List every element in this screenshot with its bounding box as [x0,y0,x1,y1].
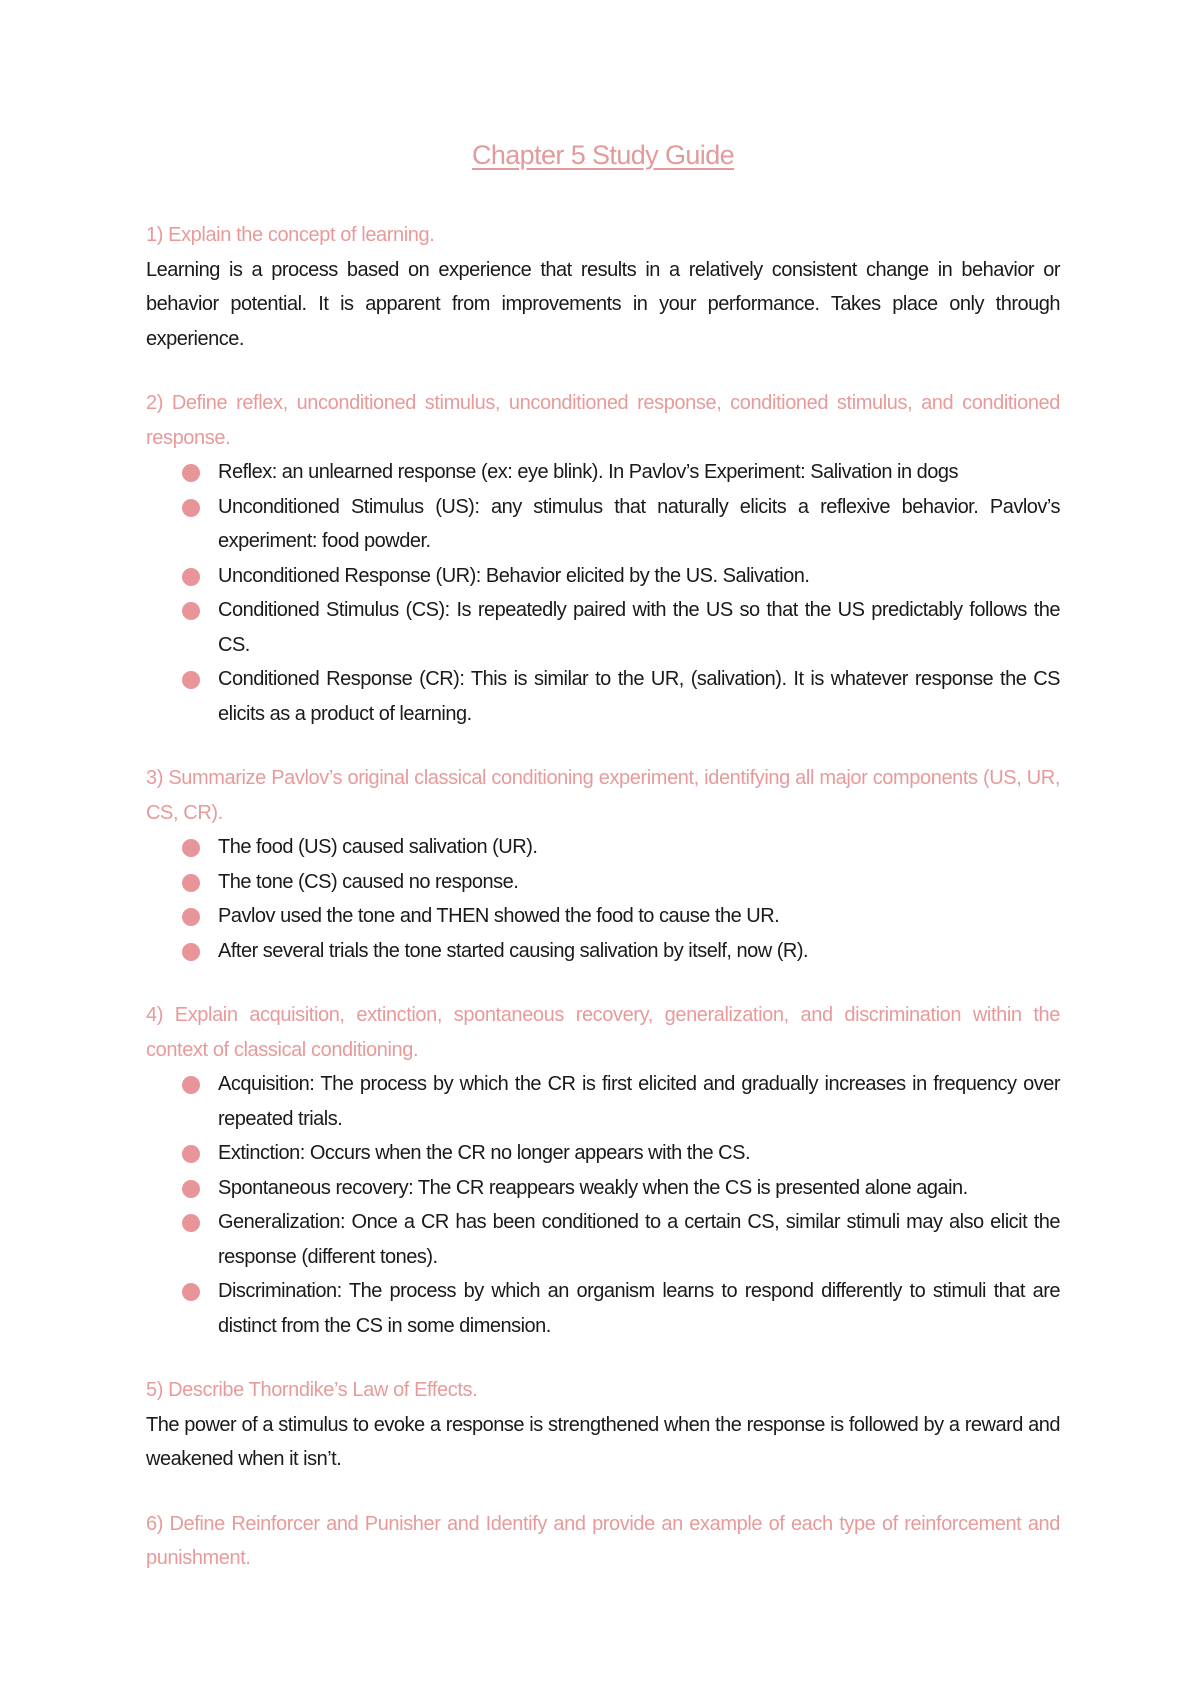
list-item-text: Acquisition: The process by which the CR is first elicited and gradually increases in frequency over repeated trials. [218,1073,1060,1130]
list-item-text: Pavlov used the tone and THEN showed the food to cause the UR. [218,905,780,927]
list-item-text: Generalization: Once a CR has been conditioned to a certain CS, similar stimuli may also elicit the response (different tones). [218,1211,1060,1268]
list-item [218,830,1060,865]
list-item [218,662,1060,731]
bullet-dot-icon [182,1180,200,1198]
question-5: 5) Describe Thorndike’s Law of Effects. [146,1379,478,1401]
bullet-dot-icon [182,943,200,961]
list-item [218,559,1060,594]
list-item-text: Spontaneous recovery: The CR reappears weakly when the CS is presented alone again. [218,1176,968,1199]
bullet-dot-icon [182,602,200,620]
list-item-text: Reflex: an unlearned response (ex: eye blink). In Pavlov’s Experiment: Salivation in dogs [218,461,959,483]
section-4 [146,998,1060,1343]
list-item [218,1171,1060,1206]
bullet-dot-icon [182,464,200,482]
bullet-dot-icon [182,1076,200,1094]
list-item-text: Conditioned Stimulus (CS): Is repeatedly paired with the US so that the US predictably follows the CS. [218,599,1060,656]
list-item-text: After several trials the tone started causing salivation by itself, now (R). [218,939,809,962]
answer-1: Learning is a process based on experience that results in a relatively consistent change in behavior or behavior potential. It is apparent from improvements in your performance. Takes place only through experience. [146,258,1060,350]
list-item [218,1136,1060,1171]
bullet-dot-icon [182,568,200,586]
list-item [218,899,1060,934]
question-1: 1) Explain the concept of learning. [146,224,435,246]
section-3 [146,761,1060,968]
list-item [218,1205,1060,1274]
list-item-text: The food (US) caused salivation (UR). [218,836,538,858]
bullet-list-3 [146,830,1060,968]
bullet-dot-icon [182,839,200,857]
list-item-text: Conditioned Response (CR): This is similar to the UR, (salivation). It is whatever response the CS elicits as a product of learning. [218,668,1060,725]
list-item [218,934,1060,969]
list-item-text: Extinction: Occurs when the CR no longer appears with the CS. [218,1142,750,1164]
list-item [218,593,1060,662]
bullet-list-2 [146,455,1060,731]
document-page [146,140,1060,1606]
bullet-list-4 [146,1067,1060,1343]
section-5 [146,1373,1060,1477]
list-item [218,865,1060,900]
list-item [218,1067,1060,1136]
list-item [218,1274,1060,1343]
bullet-dot-icon [182,499,200,517]
answer-5: The power of a stimulus to evoke a response is strengthened when the response is followed by a reward and weakened when it isn’t. [146,1413,1060,1470]
section-2 [146,386,1060,731]
bullet-dot-icon [182,1214,200,1232]
list-item-text: Unconditioned Response (UR): Behavior elicited by the US. Salivation. [218,564,810,587]
bullet-dot-icon [182,1283,200,1301]
bullet-dot-icon [182,1145,200,1163]
list-item-text: The tone (CS) caused no response. [218,870,519,893]
bullet-dot-icon [182,671,200,689]
bullet-dot-icon [182,908,200,926]
document-title: Chapter 5 Study Guide [471,140,735,170]
question-4: 4) Explain acquisition, extinction, spontaneous recovery, generalization, and discrimination within the context of classical conditioning. [146,1004,1060,1061]
list-item [218,455,1060,490]
bullet-dot-icon [182,874,200,892]
list-item [218,490,1060,559]
list-item-text: Discrimination: The process by which an organism learns to respond differently to stimuli that are distinct from the CS in some dimension. [218,1280,1060,1337]
section-1 [146,218,1060,356]
list-item-text: Unconditioned Stimulus (US): any stimulus that naturally elicits a reflexive behavior. Pavlov’s experiment: food powder. [218,495,1060,552]
question-6: 6) Define Reinforcer and Punisher and Identify and provide an example of each type of reinforcement and punishment. [146,1512,1060,1569]
question-2: 2) Define reflex, unconditioned stimulus, unconditioned response, conditioned stimulus, and conditioned response. [146,392,1060,449]
question-3: 3) Summarize Pavlov’s original classical conditioning experiment, identifying all major components (US, UR, CS, CR). [146,767,1060,824]
section-6 [146,1507,1060,1576]
